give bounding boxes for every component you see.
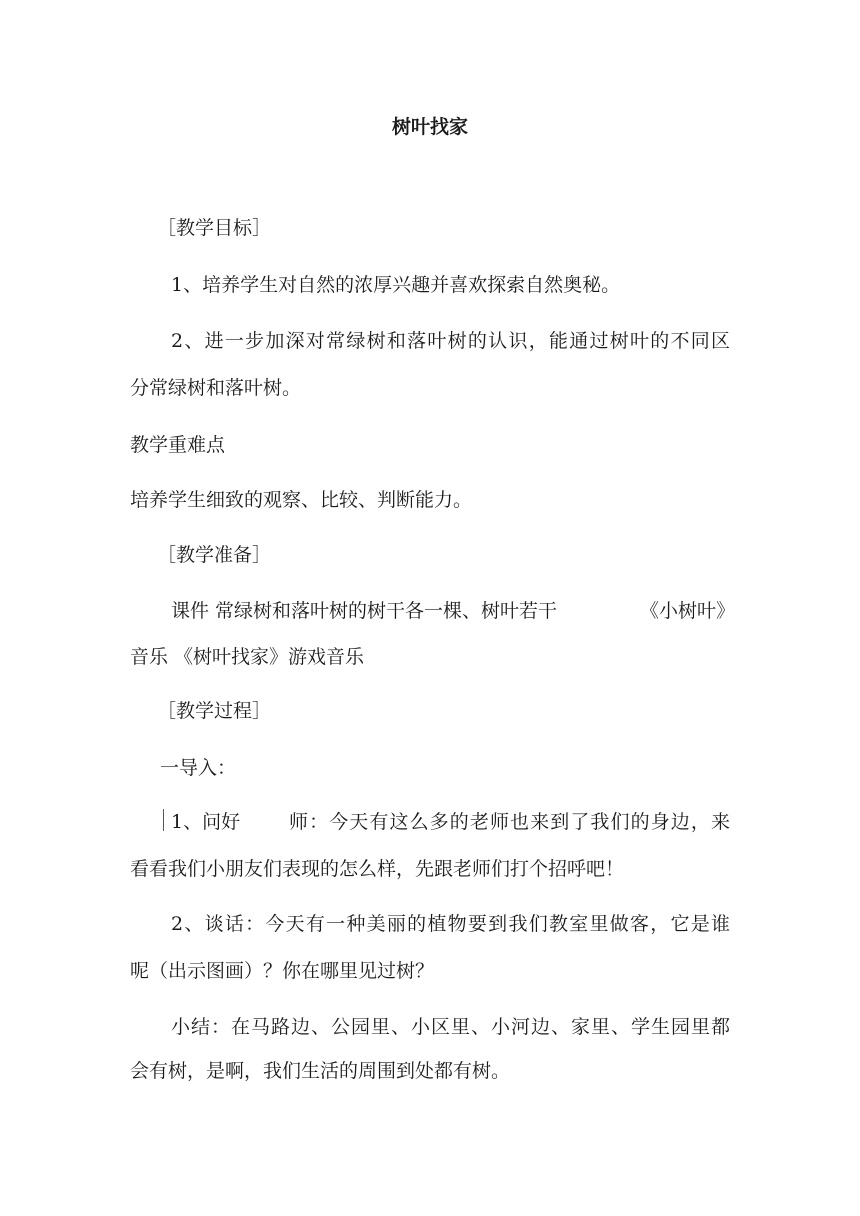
- process-item-1a: 1、问好: [171, 811, 241, 833]
- process-item-2-line-1: 2、谈话：今天有一种美丽的植物要到我们教室里做客，它是谁: [171, 913, 730, 935]
- objective-item-1: 1、培养学生对自然的浓厚兴趣并喜欢探索自然奥秘。: [171, 274, 621, 296]
- objective-item-2-line-2: 分常绿树和落叶树。: [130, 377, 302, 399]
- difficulty-text: 培养学生细致的观察、比较、判断能力。: [130, 489, 473, 511]
- preparation-heading: ［教学准备］: [157, 544, 272, 566]
- objective-item-2-line-1: 2、进一步加深对常绿树和落叶树的认识，能通过树叶的不同区: [171, 330, 730, 352]
- process-heading: ［教学过程］: [157, 700, 272, 722]
- preparation-line-2: 音乐 《树叶找家》游戏音乐: [130, 646, 365, 668]
- preparation-line-1a: 课件 常绿树和落叶树的树干各一棵、树叶若干: [171, 600, 558, 622]
- objectives-heading: ［教学目标］: [157, 217, 272, 239]
- process-summary-line-2: 会有树，是啊，我们生活的周围到处都有树。: [130, 1060, 511, 1082]
- process-summary-line-1: 小结：在马路边、公园里、小区里、小河边、家里、学生园里都: [171, 1016, 730, 1038]
- process-item-1b: 师：今天有这么多的老师也来到了我们的身边，来: [289, 811, 730, 833]
- text-cursor: [163, 809, 164, 831]
- preparation-line-1b: 《小树叶》: [640, 600, 736, 622]
- document-title: 树叶找家: [391, 116, 468, 138]
- process-item-2-line-2: 呢（出示图画）？你在哪里见过树？: [130, 960, 435, 982]
- process-intro: 一导入：: [160, 757, 237, 779]
- process-item-1-line-2: 看看我们小朋友们表现的怎么样，先跟老师们打个招呼吧！: [130, 858, 625, 880]
- difficulty-heading: 教学重难点: [130, 434, 226, 456]
